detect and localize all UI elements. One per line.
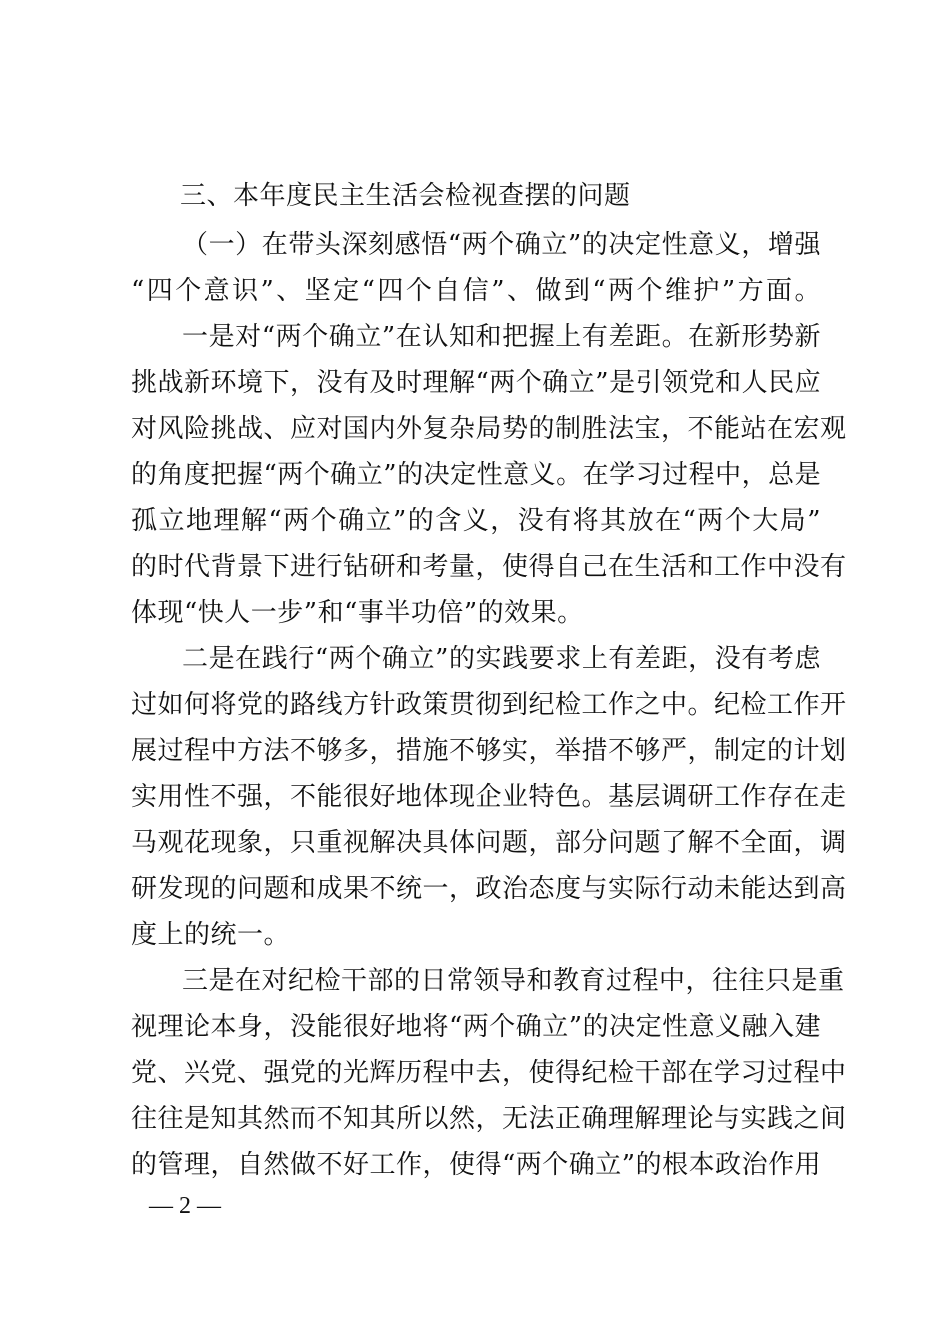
paragraph-line: “四个意识”、坚定“四个自信”、做到“两个维护”方面。 (131, 276, 821, 306)
paragraph-line: 的角度把握“两个确立”的决定性意义。在学习过程中，总是 (131, 460, 822, 490)
paragraph-line: 实用性不强，不能很好地体现企业特色。基层调研工作存在走 (131, 782, 847, 812)
paragraph-line: 的管理，自然做不好工作，使得“两个确立”的根本政治作用 (131, 1150, 822, 1180)
page-number: — 2 — (149, 1193, 221, 1219)
paragraph-line: 一是对“两个确立”在认知和把握上有差距。在新形势新 (182, 322, 821, 352)
paragraph-line: 展过程中方法不够多，措施不够实，举措不够严，制定的计划 (131, 736, 847, 766)
paragraph-line: 孤立地理解“两个确立”的含义，没有将其放在“两个大局” (131, 506, 821, 536)
paragraph-line: 对风险挑战、应对国内外复杂局势的制胜法宝，不能站在宏观 (131, 414, 847, 444)
paragraph-line: 的时代背景下进行钻研和考量，使得自己在生活和工作中没有 (131, 552, 847, 582)
paragraph-line: 研发现的问题和成果不统一，政治态度与实际行动未能达到高 (131, 874, 847, 904)
paragraph-line: 三是在对纪检干部的日常领导和教育过程中，往往只是重 (182, 966, 845, 996)
paragraph-line: 体现“快人一步”和“事半功倍”的效果。 (131, 598, 584, 628)
paragraph-line: 挑战新环境下，没有及时理解“两个确立”是引领党和人民应 (131, 368, 822, 398)
paragraph-line: 往往是知其然而不知其所以然，无法正确理解理论与实践之间 (131, 1104, 847, 1134)
paragraph-line: 党、兴党、强党的光辉历程中去，使得纪检干部在学习过程中 (131, 1058, 847, 1088)
paragraph-line: 过如何将党的路线方针政策贯彻到纪检工作之中。纪检工作开 (131, 690, 847, 720)
paragraph-line: （一）在带头深刻感悟“两个确立”的决定性意义，增强 (182, 230, 821, 260)
paragraph-line: 视理论本身，没能很好地将“两个确立”的决定性意义融入建 (131, 1012, 822, 1042)
paragraph-line: 二是在践行“两个确立”的实践要求上有差距，没有考虑 (182, 644, 821, 674)
paragraph-line: 马观花现象，只重视解决具体问题，部分问题了解不全面，调 (131, 828, 847, 858)
paragraph-line: 度上的统一。 (131, 920, 291, 950)
section-heading: 三、本年度民主生活会检视查摆的问题 (180, 181, 631, 211)
